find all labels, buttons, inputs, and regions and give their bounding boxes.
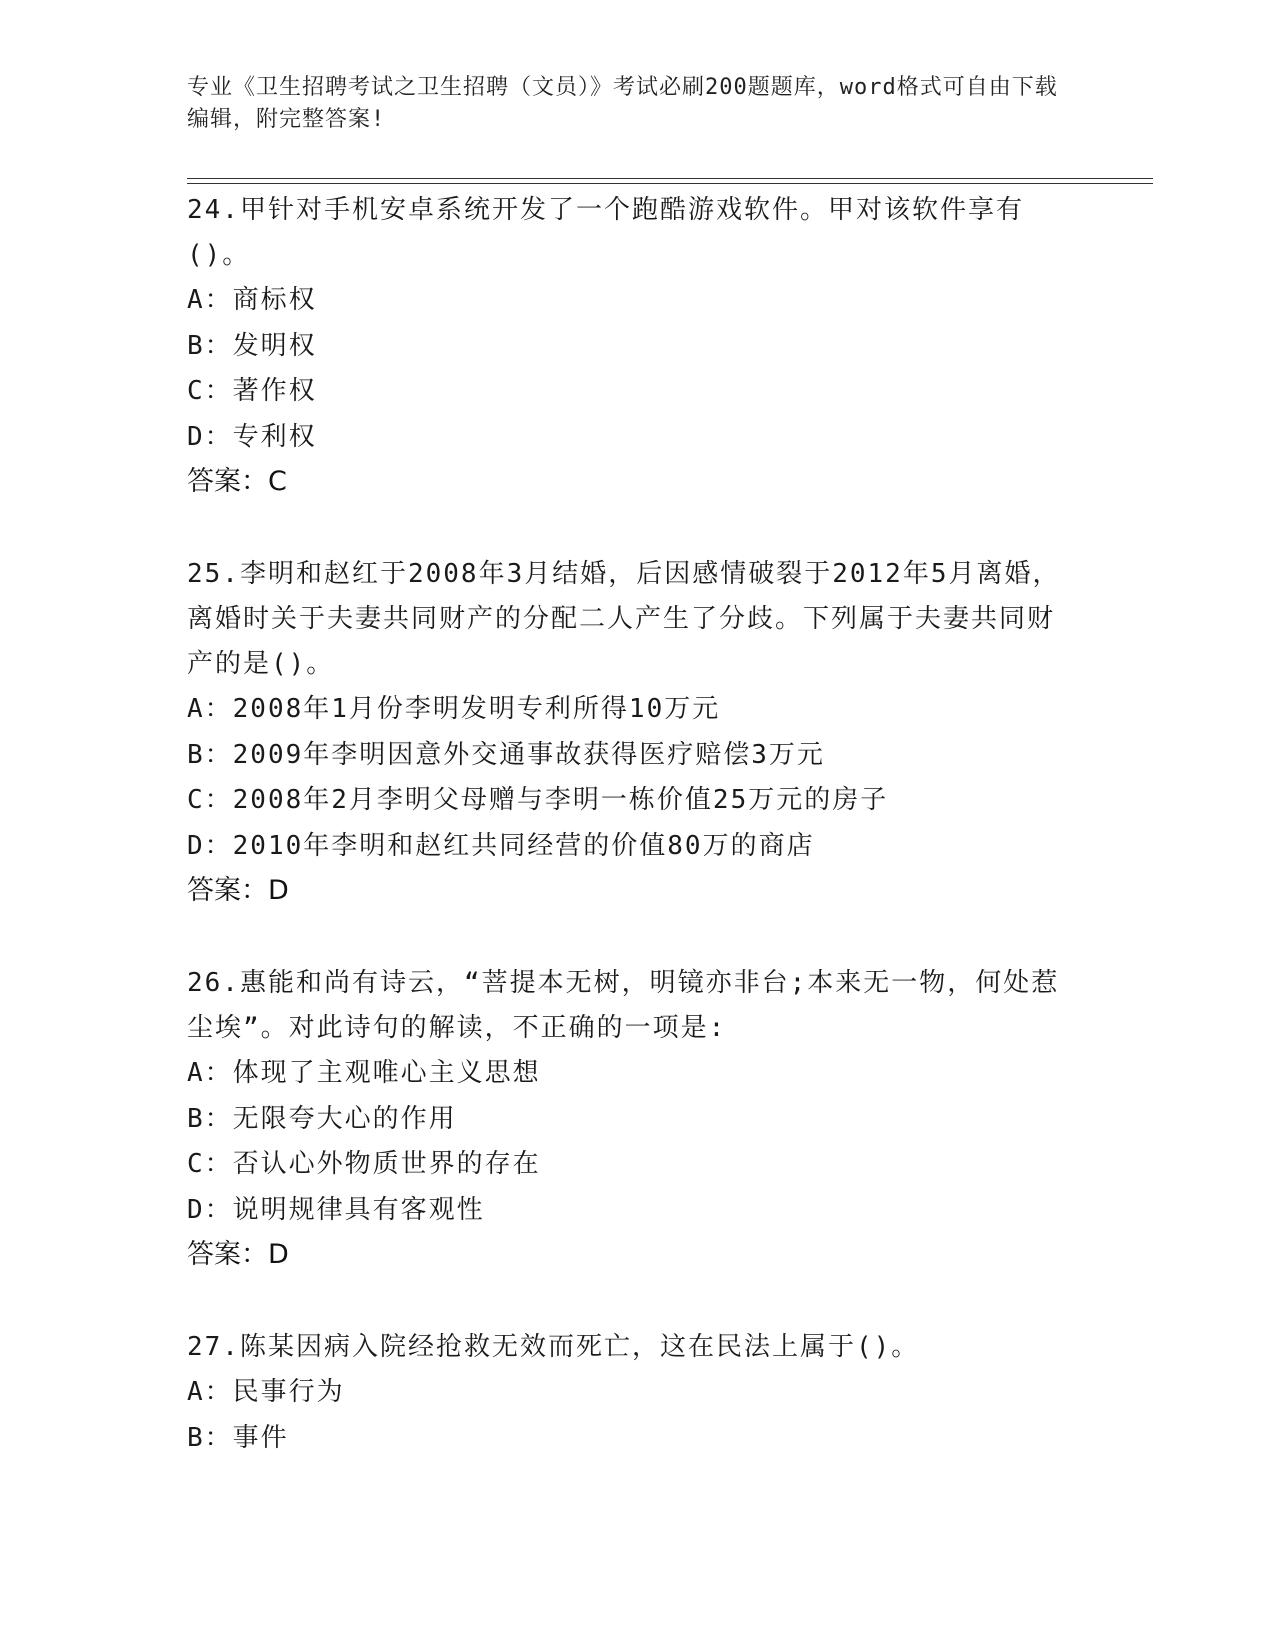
option-c: C：2008年2月李明父母赠与李明一栋价值25万元的房子: [187, 785, 889, 815]
option-a: A：体现了主观唯心主义思想: [187, 1058, 541, 1088]
question-text: 25.李明和赵红于2008年3月结婚，后因感情破裂于2012年5月离婚，离婚时关于夫妻共同财产的分配二人产生了分歧。下列属于夫妻共同财产的是()。: [187, 559, 1061, 679]
spacer: [187, 913, 1077, 961]
option-c: C：著作权: [187, 376, 317, 406]
answer: 答案：D: [187, 1239, 289, 1270]
option-b: B：发明权: [187, 330, 317, 361]
spacer: [187, 504, 1077, 552]
option-d: D：说明规律具有客观性: [187, 1194, 485, 1225]
answer: 答案：C: [187, 466, 287, 497]
question-26: [187, 961, 1077, 1277]
question-27: [187, 1325, 1077, 1461]
option-a: A：商标权: [187, 285, 317, 315]
spacer: [187, 1277, 1077, 1325]
option-a: A：民事行为: [187, 1377, 345, 1407]
option-d: D：2010年李明和赵红共同经营的价值80万的商店: [187, 830, 815, 861]
question-text: 27.陈某因病入院经抢救无效而死亡，这在民法上属于()。: [187, 1332, 920, 1362]
header-divider-top: [187, 178, 1153, 179]
header-divider-bottom: [187, 183, 1153, 184]
option-c: C：否认心外物质世界的存在: [187, 1149, 541, 1179]
question-text: 24.甲针对手机安卓系统开发了一个跑酷游戏软件。甲对该软件享有()。: [187, 195, 1024, 270]
question-text: 26.惠能和尚有诗云，“菩提本无树，明镜亦非台;本来无一物，何处惹尘埃”。对此诗句的解读，不正确的一项是:: [187, 968, 1060, 1043]
answer: 答案：D: [187, 875, 289, 906]
option-d: D：专利权: [187, 421, 317, 452]
question-list: [187, 188, 1077, 1461]
document-header: 专业《卫生招聘考试之卫生招聘（文员）》考试必刷200题题库，word格式可自由下载编辑，附完整答案!: [187, 75, 1058, 132]
option-b: B：事件: [187, 1422, 289, 1453]
question-24: [187, 188, 1077, 504]
option-b: B：无限夸大心的作用: [187, 1103, 457, 1134]
question-25: [187, 552, 1077, 913]
option-a: A：2008年1月份李明发明专利所得10万元: [187, 694, 721, 724]
option-b: B：2009年李明因意外交通事故获得医疗赔偿3万元: [187, 739, 825, 770]
